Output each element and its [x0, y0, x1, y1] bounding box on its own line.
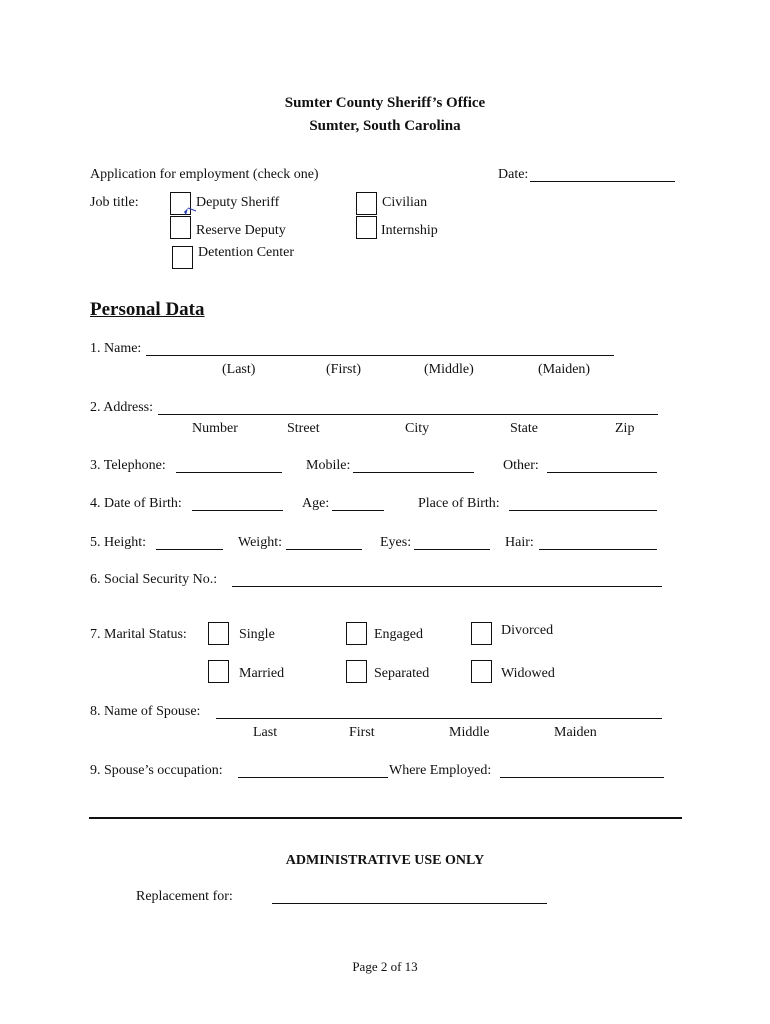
height-field[interactable] — [156, 549, 223, 550]
eyes-label: Eyes: — [380, 535, 412, 550]
hair-field[interactable] — [539, 549, 657, 550]
ssn-field[interactable] — [232, 586, 662, 587]
reserve-deputy-label: Reserve Deputy — [196, 223, 286, 238]
weight-label: Weight: — [238, 535, 282, 550]
dob-field[interactable] — [192, 510, 283, 511]
height-label: 5. Height: — [90, 535, 146, 550]
job-title-label: Job title: — [90, 195, 139, 210]
office-location: Sumter, South Carolina — [309, 118, 461, 134]
spouse-name-field[interactable] — [216, 718, 662, 719]
widowed-label: Widowed — [501, 666, 555, 681]
spouse-part-maiden: Maiden — [554, 725, 597, 740]
deputy-sheriff-checkbox[interactable] — [170, 192, 191, 215]
check-mark-icon — [183, 203, 197, 217]
age-field[interactable] — [332, 510, 384, 511]
pob-label: Place of Birth: — [418, 496, 500, 511]
separated-checkbox[interactable] — [346, 660, 367, 683]
name-label: 1. Name: — [90, 341, 142, 356]
separated-label: Separated — [374, 666, 430, 681]
other-label: Other: — [503, 458, 539, 473]
name-part-maiden: (Maiden) — [538, 362, 591, 377]
spouse-part-last: Last — [253, 725, 278, 740]
where-employed-label: Where Employed: — [389, 763, 492, 778]
hair-label: Hair: — [505, 535, 534, 550]
date-label: Date: — [498, 167, 529, 182]
name-part-middle: (Middle) — [424, 362, 474, 377]
internship-checkbox[interactable] — [356, 216, 377, 239]
address-field[interactable] — [158, 414, 658, 415]
civilian-checkbox[interactable] — [356, 192, 377, 215]
where-employed-field[interactable] — [500, 777, 664, 778]
dob-label: 4. Date of Birth: — [90, 496, 182, 511]
address-part-street: Street — [287, 421, 320, 436]
spouse-occupation-field[interactable] — [238, 777, 388, 778]
single-checkbox[interactable] — [208, 622, 229, 645]
mobile-label: Mobile: — [306, 458, 351, 473]
personal-data-heading: Personal Data — [90, 299, 205, 320]
spouse-name-label: 8. Name of Spouse: — [90, 704, 201, 719]
other-phone-field[interactable] — [547, 472, 657, 473]
engaged-label: Engaged — [374, 627, 423, 642]
age-label: Age: — [302, 496, 330, 511]
spouse-part-middle: Middle — [449, 725, 490, 740]
admin-heading: ADMINISTRATIVE USE ONLY — [285, 853, 485, 868]
address-label: 2. Address: — [90, 400, 153, 415]
address-part-number: Number — [192, 421, 238, 436]
spouse-occupation-label: 9. Spouse’s occupation: — [90, 763, 223, 778]
marital-status-label: 7. Marital Status: — [90, 627, 187, 642]
date-field[interactable] — [530, 181, 675, 182]
page-number: Page 2 of 13 — [352, 959, 418, 974]
mobile-field[interactable] — [353, 472, 474, 473]
application-label: Application for employment (check one) — [90, 167, 319, 182]
deputy-sheriff-label: Deputy Sheriff — [196, 195, 280, 210]
office-title: Sumter County Sheriff’s Office — [284, 95, 486, 111]
engaged-checkbox[interactable] — [346, 622, 367, 645]
telephone-field[interactable] — [176, 472, 282, 473]
section-divider — [89, 817, 682, 819]
replacement-label: Replacement for: — [136, 889, 233, 904]
address-part-state: State — [510, 421, 538, 436]
name-field[interactable] — [146, 355, 614, 356]
single-label: Single — [239, 627, 275, 642]
name-part-last: (Last) — [222, 362, 256, 377]
divorced-label: Divorced — [501, 623, 554, 638]
detention-center-label: Detention Center — [198, 245, 295, 260]
telephone-label: 3. Telephone: — [90, 458, 166, 473]
divorced-checkbox[interactable] — [471, 622, 492, 645]
married-label: Married — [239, 666, 285, 681]
internship-label: Internship — [381, 223, 438, 238]
spouse-part-first: First — [349, 725, 375, 740]
weight-field[interactable] — [286, 549, 362, 550]
married-checkbox[interactable] — [208, 660, 229, 683]
widowed-checkbox[interactable] — [471, 660, 492, 683]
name-part-first: (First) — [326, 362, 361, 377]
eyes-field[interactable] — [414, 549, 490, 550]
detention-center-checkbox[interactable] — [172, 246, 193, 269]
replacement-field[interactable] — [272, 903, 547, 904]
ssn-label: 6. Social Security No.: — [90, 572, 218, 587]
pob-field[interactable] — [509, 510, 657, 511]
reserve-deputy-checkbox[interactable] — [170, 216, 191, 239]
address-part-city: City — [405, 421, 430, 436]
civilian-label: Civilian — [382, 195, 428, 210]
address-part-zip: Zip — [615, 421, 635, 436]
